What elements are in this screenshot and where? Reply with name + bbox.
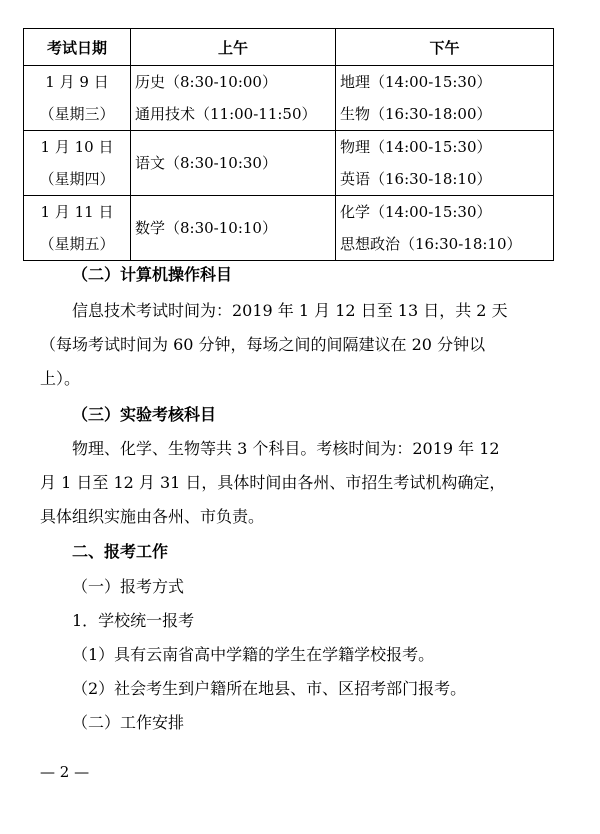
table-header-row bbox=[24, 29, 554, 66]
weekday-text: （星期四） bbox=[39, 170, 115, 188]
afternoon-cell bbox=[336, 196, 554, 261]
work-arrangement-heading: （二）工作安排 bbox=[72, 713, 185, 732]
date-text: 1 月 9 日 bbox=[45, 73, 109, 91]
afternoon-subject: 英语（16:30-18:10） bbox=[340, 170, 492, 188]
date-cell bbox=[24, 131, 131, 196]
afternoon-cell bbox=[336, 131, 554, 196]
weekday-text: （星期五） bbox=[39, 235, 115, 253]
body-line: 月 1 日至 12 月 31 日，具体时间由各州、市招生考试机构确定， bbox=[40, 473, 506, 492]
date-text: 1 月 10 日 bbox=[40, 138, 114, 156]
lab-section-body bbox=[40, 432, 550, 534]
registration-heading: 二、报考工作 bbox=[72, 542, 169, 561]
weekday-text: （星期三） bbox=[39, 105, 115, 123]
header-afternoon: 下午 bbox=[336, 29, 554, 66]
afternoon-subject: 思想政治（16:30-18:10） bbox=[340, 235, 522, 253]
method-item: 1．学校统一报考 bbox=[72, 611, 195, 630]
table-row bbox=[24, 66, 554, 131]
morning-subject: 数学（8:30-10:10） bbox=[135, 219, 277, 237]
morning-cell bbox=[131, 66, 336, 131]
method-heading: （一）报考方式 bbox=[72, 577, 185, 596]
method-point-1: （1）具有云南省高中学籍的学生在学籍学校报考。 bbox=[72, 645, 435, 664]
morning-subject: 语文（8:30-10:30） bbox=[135, 154, 277, 172]
afternoon-subject: 物理（14:00-15:30） bbox=[340, 138, 492, 156]
computer-section-body bbox=[40, 294, 550, 396]
afternoon-subject: 化学（14:00-15:30） bbox=[340, 203, 492, 221]
body-line: 具体组织实施由各州、市负责。 bbox=[40, 507, 265, 526]
morning-cell bbox=[131, 196, 336, 261]
page-number: — 2 — bbox=[40, 763, 90, 781]
body-line: 信息技术考试时间为：2019 年 1 月 12 日至 13 日，共 2 天 bbox=[72, 301, 508, 320]
table-row bbox=[24, 196, 554, 261]
table-row bbox=[24, 131, 554, 196]
body-line: 物理、化学、生物等共 3 个科目。考核时间为：2019 年 12 bbox=[72, 439, 500, 458]
date-cell bbox=[24, 66, 131, 131]
date-cell bbox=[24, 196, 131, 261]
morning-cell bbox=[131, 131, 336, 196]
body-line: 上）。 bbox=[40, 369, 81, 388]
morning-subject: 历史（8:30-10:00） bbox=[135, 73, 277, 91]
lab-section-heading: （三）实验考核科目 bbox=[72, 405, 217, 424]
afternoon-subject: 生物（16:30-18:00） bbox=[340, 105, 492, 123]
morning-subject: 通用技术（11:00-11:50） bbox=[135, 105, 317, 123]
method-point-2: （2）社会考生到户籍所在地县、市、区招考部门报考。 bbox=[72, 679, 467, 698]
header-morning: 上午 bbox=[131, 29, 336, 66]
date-text: 1 月 11 日 bbox=[40, 203, 114, 221]
computer-section-heading: （二）计算机操作科目 bbox=[72, 265, 233, 284]
body-line: （每场考试时间为 60 分钟，每场之间的间隔建议在 20 分钟以 bbox=[40, 335, 486, 354]
afternoon-subject: 地理（14:00-15:30） bbox=[340, 73, 492, 91]
exam-schedule-table bbox=[23, 28, 554, 261]
header-exam-date: 考试日期 bbox=[24, 29, 131, 66]
afternoon-cell bbox=[336, 66, 554, 131]
